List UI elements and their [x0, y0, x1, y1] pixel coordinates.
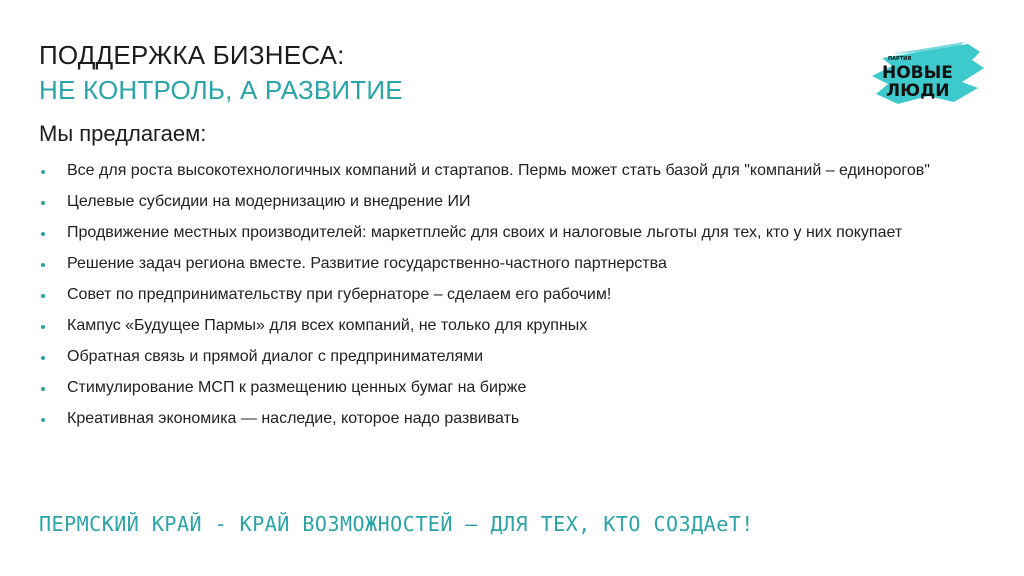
list-item-text: Решение задач региона вместе. Развитие государственно-частного партнерства [67, 255, 667, 272]
slogan: ПЕРМСКИЙ КРАЙ - КРАЙ ВОЗМОЖНОСТЕЙ – ДЛЯ ТЕХ, КТО СОЗДАеТ! [39, 512, 754, 536]
list-item [39, 253, 969, 275]
list-item-text: Совет по предпринимательству при губернаторе – сделаем его рабочим! [67, 286, 612, 303]
list-item-text: Кампус «Будущее Пармы» для всех компаний, не только для крупных [67, 317, 588, 334]
bullet-dot-icon [41, 387, 45, 391]
logo-brush-icon [868, 38, 986, 110]
list-item [39, 191, 969, 213]
list-item [39, 346, 969, 368]
slide-title-line2: НЕ КОНТРОЛЬ, А РАЗВИТИЕ [39, 75, 403, 105]
bullet-dot-icon [41, 325, 45, 329]
list-item [39, 315, 969, 337]
logo-line1: НОВЫЕ [882, 63, 953, 83]
slide-subtitle: Мы предлагаем: [39, 121, 207, 146]
list-item [39, 284, 969, 306]
list-item [39, 160, 969, 182]
bullet-list [39, 160, 969, 439]
logo-line2: ЛЮДИ [886, 81, 950, 101]
list-item [39, 377, 969, 399]
list-item-text: Все для роста высокотехнологичных компаний и стартапов. Пермь может стать базой для "компаний – единорогов" [67, 162, 930, 179]
list-item-text: Целевые субсидии на модернизацию и внедрение ИИ [67, 193, 471, 210]
bullet-dot-icon [41, 232, 45, 236]
list-item-text: Продвижение местных производителей: маркетплейс для своих и налоговые льготы для тех, кто у них покупает [67, 224, 903, 241]
list-item-text: Стимулирование МСП к размещению ценных бумаг на бирже [67, 379, 527, 396]
list-item [39, 408, 969, 430]
logo-small-text: ПАРТИЯ [888, 56, 912, 62]
list-item-text: Креативная экономика — наследие, которое надо развивать [67, 410, 520, 427]
bullet-dot-icon [41, 263, 45, 267]
bullet-dot-icon [41, 170, 45, 174]
bullet-dot-icon [41, 201, 45, 205]
bullet-dot-icon [41, 418, 45, 422]
bullet-dot-icon [41, 356, 45, 360]
list-item [39, 222, 969, 244]
party-logo [868, 38, 986, 110]
bullet-dot-icon [41, 294, 45, 298]
list-item-text: Обратная связь и прямой диалог с предпринимателями [67, 348, 484, 365]
slide-title-line1: ПОДДЕРЖКА БИЗНЕСА: [39, 40, 345, 70]
